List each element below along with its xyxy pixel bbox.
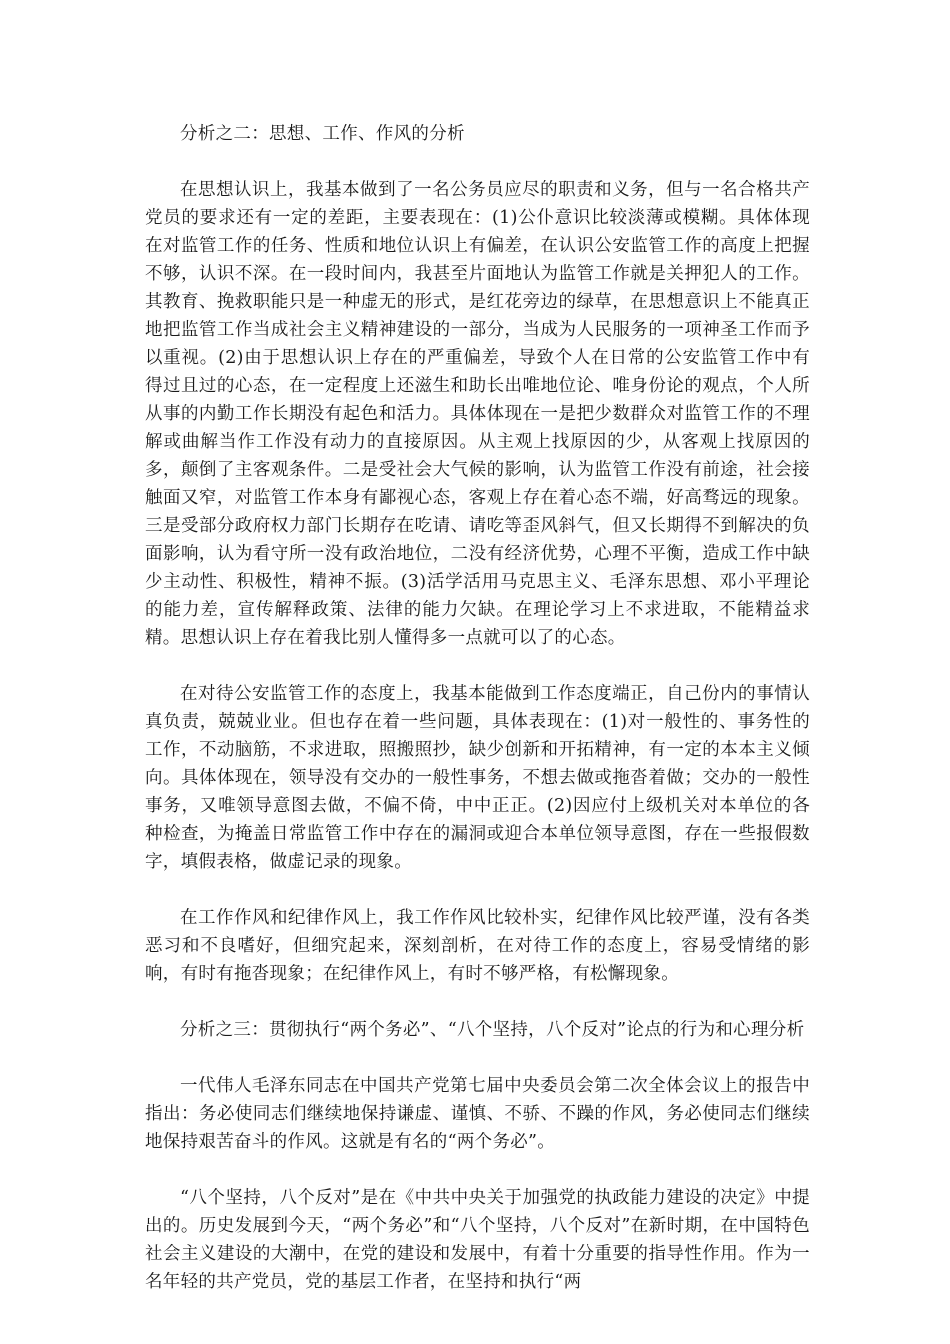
paragraph-style: 在工作作风和纪律作风上，我工作作风比较朴实，纪律作风比较严谨，没有各类恶习和不良嗜好，但细究起来，深刻剖析，在对待工作的态度上，容易受情绪的影响，有时有拖沓现象；在纪律作风上，有时不够严格，有松懈现象。 [145, 908, 810, 984]
paragraph-two-musts: 一代伟人毛泽东同志在中国共产党第七届中央委员会第二次全体会议上的报告中指出：务必使同志们继续地保持谦虚、谨慎、不骄、不躁的作风，务必使同志们继续地保持艰苦奋斗的作风。这就是有名的“两个务必”。 [145, 1076, 810, 1152]
paragraph-thought: 在思想认识上，我基本做到了一名公务员应尽的职责和义务，但与一名合格共产党员的要求还有一定的差距，主要表现在：(1)公仆意识比较淡薄或模糊。具体体现在对监管工作的任务、性质和地位认识上有偏差，在认识公安监管工作的高度上把握不够，认识不深。在一段时间内，我甚至片面地认为监管工作就是关押犯人的工作。其教育、挽救职能只是一种虚无的形式，是红花旁边的绿草，在思想意识上不能真正地把监管工作当成社会主义精神建设的一部分，当成为人民服务的一项神圣工作而予以重视。(2)由于思想认识上存在的严重偏差，导致个人在日常的公安监管工作中有得过且过的心态，在一定程度上还滋生和助长出唯地位论、唯身份论的观点，个人所从事的内勤工作长期没有起色和活力。具体体现在一是把少数群众对监管工作的不理解或曲解当作工作没有动力的直接原因。从主观上找原因的少，从客观上找原因的多，颠倒了主客观条件。二是受社会大气候的影响，认为监管工作没有前途，社会接触面又窄，对监管工作本身有鄙视心态，客观上存在着心态不端，好高骛远的现象。三是受部分政府权力部门长期存在吃请、请吃等歪风斜气，但又长期得不到解决的负面影响，认为看守所一没有政治地位，二没有经济优势，心理不平衡，造成工作中缺少主动性、积极性，精神不振。(3)活学活用马克思主义、毛泽东思想、邓小平理论的能力差，宣传解释政策、法律的能力欠缺。在理论学习上不求进取，不能精益求精。思想认识上存在着我比别人懂得多一点就可以了的心态。 [145, 180, 810, 648]
paragraph-attitude: 在对待公安监管工作的态度上，我基本能做到工作态度端正，自己份内的事情认真负责，兢兢业业。但也存在着一些问题，具体表现在：(1)对一般性的、事务性的工作，不动脑筋，不求进取，照搬照抄，缺少创新和开拓精神，有一定的本本主义倾向。具体体现在，领导没有交办的一般性事务，不想去做或拖沓着做；交办的一般性事务，又唯领导意图去做，不偏不倚，中中正正。(2)因应付上级机关对本单位的各种检查，为掩盖日常监管工作中存在的漏洞或迎合本单位领导意图，存在一些报假数字，填假表格，做虚记录的现象。 [145, 684, 810, 872]
section-heading-2: 分析之二：思想、工作、作风的分析 [180, 124, 465, 144]
section-heading-3: 分析之三：贯彻执行“两个务必”、“八个坚持，八个反对”论点的行为和心理分析 [180, 1020, 805, 1040]
paragraph-eight-persist: “八个坚持，八个反对”是在《中共中央关于加强党的执政能力建设的决定》中提出的。历史发展到今天，“两个务必”和“八个坚持，八个反对”在新时期，在中国特色社会主义建设的大潮中，在党的建设和发展中，有着十分重要的指导性作用。作为一名年轻的共产党员，党的基层工作者，在坚持和执行“两 [145, 1188, 810, 1292]
